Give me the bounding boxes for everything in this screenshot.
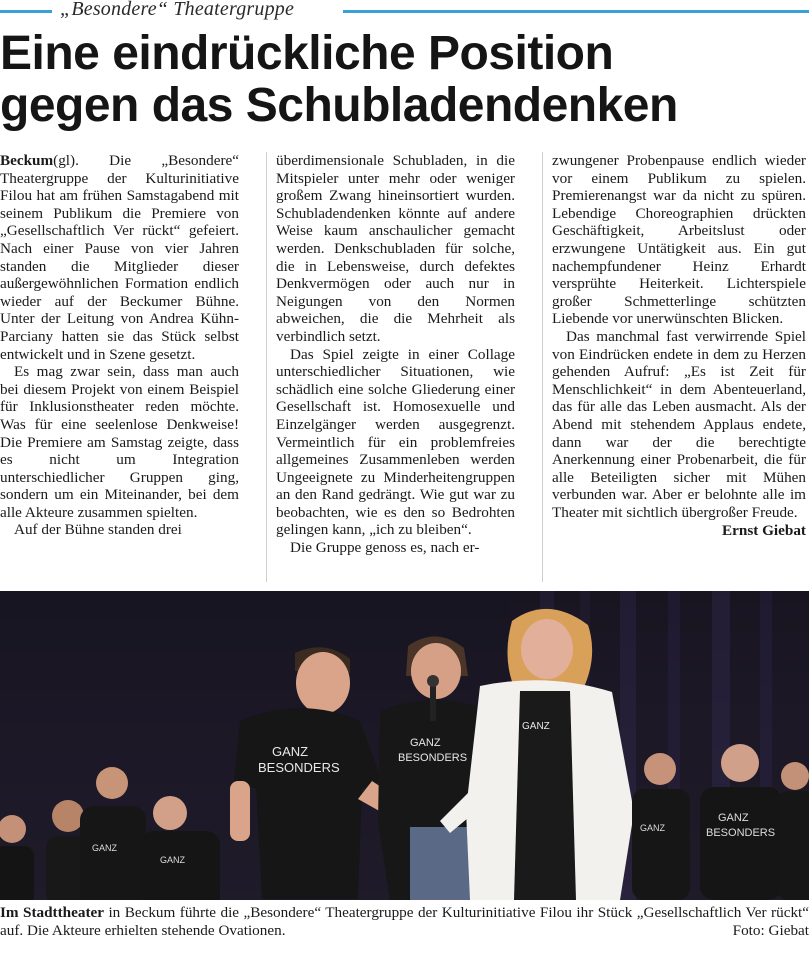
paragraph: überdimensionale Schubladen, in die Mitspieler unter mehr oder weniger großem Zwang hineinsortiert wurden. Schubladendenken könnte auf andere Weise kaum anschaulicher gemacht werden. Denkschubladen für solche, die in Lebensweise, durch defektes Denkvermögen oder auch nur in Neigungen von den Normen abweichen, die die Mehrheit als verbindlich setzt.	[276, 152, 515, 345]
stage-photo-illustration	[0, 591, 809, 900]
author-byline: Ernst Giebat	[722, 522, 806, 540]
shirt-print: BESONDERS	[258, 760, 340, 775]
photo-credit: Foto: Giebat	[732, 921, 809, 939]
kicker-rule-right	[343, 10, 809, 13]
headline-line-2: gegen das Schubladendenken	[0, 79, 678, 132]
paragraph: Das Spiel zeigte in einer Collage unterschiedlicher Situationen, wie schädlich eine solche Gliederung einer Gesellschaft ist. Homosexuelle und Einzelgänger werden ausgegrenzt. Vermeintlich für ein problemfreies allgemeines Zusammenleben werden Ungeeignete zu Minderheitengruppen an den Rand gedrängt. Wie gut war zu beobachten, wie es den so Bedrohten gelingen kann, „ich zu bleiben“.	[276, 345, 515, 539]
shirt-print: GANZ	[640, 823, 666, 833]
shirt-print: GANZ	[160, 855, 186, 865]
shirt-print: BESONDERS	[706, 827, 776, 839]
headline-line-1: Eine eindrückliche Position	[0, 27, 614, 80]
column-divider	[266, 152, 267, 582]
shirt-print: GANZ	[410, 737, 441, 749]
shirt-print: GANZ	[92, 843, 118, 853]
photo-caption	[0, 904, 809, 939]
paragraph: Die Gruppe genoss es, nach er-	[290, 539, 480, 557]
column-divider	[542, 152, 543, 582]
paragraph: Das manchmal fast verwirrende Spiel von Eindrücken endete in dem zu Herzen gehenden Aufruf: „Es ist Zeit für Menschlichkeit“ in dem Abenteuerland, das für alle das Leben ausmacht. Als der Abend mit stehendem Applaus endete, dann war der die berechtigte Anerkennung einer Probenarbeit, die für alle Beteiligten sicher mit Mühen verbunden war. Aber er belohnte alle im Theater mit sichtlich übergroßer Freude.	[552, 327, 806, 521]
kicker-rule-left	[0, 10, 52, 13]
article-column-2	[276, 152, 515, 557]
article-column-3	[552, 152, 806, 540]
paragraph: zwungener Probenpause endlich wieder vor einem Publikum zu spielen. Premierenangst war da nicht zu spüren. Lebendige Choreographien drückten Geschäftigkeit, Arbeitslust oder erzwungene Untätigkeit aus. Ein gut nachempfundener Heinz Erhardt versprühte Heiterkeit. Lichterspiele großer Schmetterlinge schützten Liebende vor unerwünschten Blicken.	[552, 152, 806, 328]
kicker: „Besondere“ Theatergruppe	[60, 0, 295, 20]
dateline: Beckum	[0, 152, 54, 169]
stage-photo	[0, 591, 809, 900]
paragraph: Auf der Bühne standen drei	[14, 521, 182, 539]
caption-lead: Im Stadttheater	[0, 904, 104, 921]
paragraph-text: (gl). Die „Besondere“ Theatergruppe der Kulturinitiative Filou hat am frühen Samstagabend mit seinem Publikum die Premiere von „Gesellschaftlich Ver rückt“ gefeiert. Nach einer Pause von vier Jahren standen die Mitglieder dieser außergewöhnlichen Formation endlich wieder auf der Beckumer Bühne. Unter der Leitung von Andrea Kühn-Parciany hatten sie das Stück selbst entwickelt und in Szene gesetzt.	[0, 152, 239, 363]
kicker-bar	[0, 0, 809, 24]
paragraph: Es mag zwar sein, dass man auch bei diesem Projekt von einem Beispiel für Inklusionstheater reden möchte. Was für eine seelenlose Denkweise! Die Premiere am Samstag zeigte, dass es nicht um Integration unterschiedlicher Gruppen ging, sondern um ein Miteinander, bei dem alle Akteure zusammen spielten.	[0, 363, 239, 521]
article-column-1	[0, 152, 239, 539]
shirt-print: GANZ	[272, 744, 309, 759]
shirt-print: BESONDERS	[398, 752, 468, 764]
headline	[0, 28, 809, 132]
caption-text: in Beckum führte die „Besondere“ Theatergruppe der Kulturinitiative Filou ihr Stück „Gesellschaftlich Ver rückt“ auf. Die Akteure erhielten stehende Ovationen.	[0, 904, 809, 939]
shirt-print: GANZ	[718, 812, 749, 824]
shirt-print: GANZ	[522, 721, 550, 732]
paragraph	[0, 152, 239, 363]
